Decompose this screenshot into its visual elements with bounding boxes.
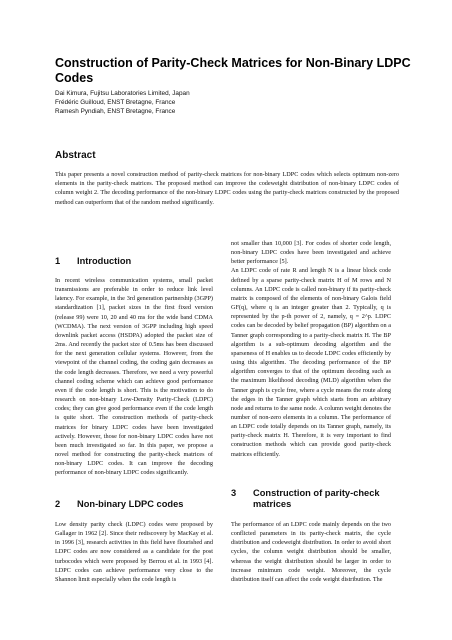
section-heading — [55, 256, 131, 267]
author-line: Ramesh Pyndiah, ENST Bretagne, France — [55, 108, 176, 115]
abstract-heading: Abstract — [55, 150, 96, 161]
section-heading — [55, 499, 183, 510]
paper-title: Construction of Parity-Check Matrices for Non-Binary LDPC Codes — [55, 56, 411, 85]
abstract-text: This paper presents a novel construction method of parity-check matrices for non-binary LDPC codes which selects optimum non-zero elements in the parity-check matrices. The proposed method can improve the codeweight distribution of non-binary LDPC codes of column weight 2. The decoding performance of the non-binary LDPC codes using the parity-check matrices constructed by the proposed method can outperform that of the random method significantly. — [55, 171, 399, 206]
section2-body-left — [55, 520, 213, 584]
section2-body-right — [231, 239, 391, 459]
section-number: 2 — [55, 499, 61, 509]
section-number: 1 — [55, 256, 61, 266]
section-title: Construction of parity-check matrices — [253, 488, 380, 509]
body-paragraph: An LDPC code of rate R and length N is a linear block code defined by a sparse parity-check matrix H of M rows and N columns. An LDPC code is called non-binary if its parity-check matrix is composed of the elements of non-binary Galois field GF(q), where q is an integer greater than 2. Typically, q is represented by the p-th power of 2, namely, q = 2^p. LDPC codes can be decoded by belief propagation (BP) algorithm on a Tanner graph corresponding to a parity-check matrix H. The BP algorithm is a sub-optimum decoding algorithm and the sparseness of H enables us to decode LDPC codes efficiently by using this algorithm. The decoding performance of the BP algorithm converges to that of the optimum decoding such as the maximum likelihood decoding (MLD) algorithm when the Tanner graph is cycle free, where a cycle means the route along the edges in the Tanner graph which starts from an arbitrary node and returns to the same node. A column weight denotes the number of non-zero elements in a column. The performance of an LDPC code totally depends on its Tanner graph, namely, its parity-check matrix H. Therefore, it is very important to find construction methods which can provide good parity-check matrices efficiently. — [231, 267, 391, 458]
section-title: Introduction — [77, 256, 132, 266]
author-line: Dai Kimura, Fujitsu Laboratories Limited, Japan — [55, 90, 190, 97]
section3-body — [231, 520, 391, 584]
author-line: Frédéric Guilloud, ENST Bretagne, France — [55, 99, 176, 106]
section-number: 3 — [231, 488, 237, 498]
body-paragraph: The performance of an LDPC code mainly depends on the two conflicted parameters in its parity-check matrix, the cycle distribution and codeweight distribution. In order to avoid short cycles, the column weight distribution should be smaller, whereas the weight distribution should be larger in order to increase minimum code weight. Moreover, the cycle distribution itself can affect the code weight distribution. The — [231, 521, 391, 583]
section-heading — [231, 488, 401, 510]
section-title: Non-binary LDPC codes — [77, 499, 184, 509]
body-paragraph: In recent wireless communication systems, small packet transmissions are preferable in order to reduce link level latency. For example, in the 3rd generation partnership (3GPP) standardization [1], packet sizes in the first fixed version (release 99) were 10, 20 and 40 ms for the wide band CDMA (WCDMA). The next version of 3GPP including high speed downlink packet access (HSDPA) adopted the packet size of 2ms. And recently the packet size of 0.5ms has been discussed for the next generation cellular systems. However, from the viewpoint of the channel coding, the coding gain decreases as the code length decreases. Therefore, we need a very powerful channel coding scheme which can achieve good performance even if the code length is short. This is the motivation to do research on non-binary Low-Density Parity-Check (LDPC) codes; they can give good performance even if the code length is quite short. The construction methods of parity-check matrices for binary LDPC codes have been investigated actively. However, those for non-binary LDPC codes have not been much investigated so far. In this paper, we propose a novel method for constructing the parity-check matrices of non-binary LDPC codes. It can improve the decoding performance of non-binary LDPC codes significantly. — [55, 277, 213, 477]
body-paragraph: not smaller than 10,000 [3]. For codes of shorter code length, non-binary LDPC codes have been investigated and achieve better performance [5]. — [231, 240, 391, 266]
intro-body — [55, 276, 213, 477]
author-list — [55, 89, 415, 116]
body-paragraph: Low density parity check (LDPC) codes were proposed by Gallager in 1962 [2]. Since their rediscovery by MacKay et al. in 1996 [3], research activities in this field have flourished and LDPC codes are now considered as a candidate for the post turbocodes which were proposed by Berrou et al. in 1993 [4]. LDPC codes can achieve performance very close to the Shannon limit especially when the code length is — [55, 521, 213, 583]
